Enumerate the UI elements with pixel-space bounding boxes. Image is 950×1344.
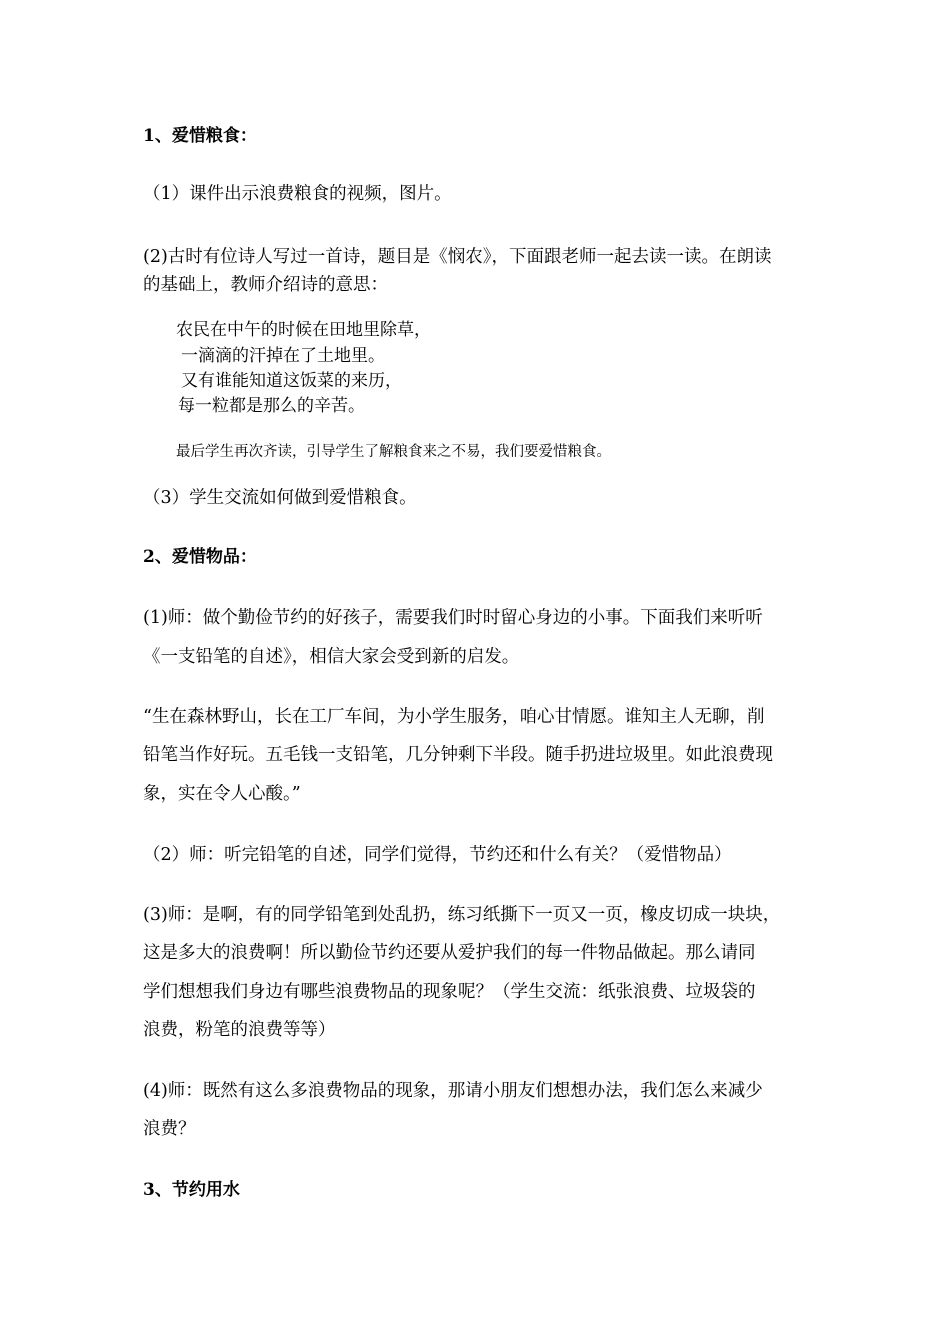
section-2-item-3-line-1: (3)师：是啊，有的同学铅笔到处乱扔，练习纸撕下一页又一页，橡皮切成一块块， [143,905,781,925]
section-2-item-1-line-2: 《一支铅笔的自述》，相信大家会受到新的启发。 [143,647,520,667]
section-1-item-2-line-1: (2)古时有位诗人写过一首诗，题目是《悯农》，下面跟老师一起去读一读。在朗读 [143,247,772,267]
section-2-item-4-line-1: (4)师：既然有这么多浪费物品的现象，那请小朋友们想想办法，我们怎么来减少 [143,1081,763,1101]
section-2-item-1-line-1: (1)师：做个勤俭节约的好孩子，需要我们时时留心身边的小事。下面我们来听听 [143,608,763,628]
section-2-item-3-line-3: 学们想想我们身边有哪些浪费物品的现象呢？（学生交流：纸张浪费、垃圾袋的 [143,982,756,1002]
pencil-quote-line-3: 象，实在令人心酸。” [143,784,301,804]
section-2-heading: 2、爱惜物品： [143,547,257,567]
section-2-item-2: （2）师：听完铅笔的自述，同学们觉得，节约还和什么有关？（爱惜物品） [143,845,732,865]
poem-line-1: 农民在中午的时候在田地里除草， [176,320,431,340]
poem-line-2: 一滴滴的汗掉在了土地里。 [181,346,385,366]
section-2-item-3-line-4: 浪费，粉笔的浪费等等） [143,1020,336,1040]
section-1-item-3: （3）学生交流如何做到爱惜粮食。 [143,488,417,508]
section-3-heading: 3、节约用水 [143,1180,240,1200]
pencil-quote-line-1: “生在森林野山，长在工厂车间，为小学生服务，咱心甘情愿。谁知主人无聊，削 [143,707,765,727]
section-1-heading: 1、爱惜粮食： [143,126,257,146]
section-2-item-4-line-2: 浪费？ [143,1119,196,1139]
section-1-item-2-line-2: 的基础上，教师介绍诗的意思： [143,275,388,295]
poem-line-3: 又有谁能知道这饭菜的来历， [181,371,402,391]
pencil-quote-line-2: 铅笔当作好玩。五毛钱一支铅笔，几分钟剩下半段。随手扔进垃圾里。如此浪费现 [143,745,773,765]
section-2-item-3-line-2: 这是多大的浪费啊！所以勤俭节约还要从爱护我们的每一件物品做起。那么请同 [143,943,756,963]
section-1-note: 最后学生再次齐读，引导学生了解粮食来之不易，我们要爱惜粮食。 [176,444,611,460]
poem-line-4: 每一粒都是那么的辛苦。 [178,396,365,416]
section-1-item-1: （1）课件出示浪费粮食的视频，图片。 [143,184,452,204]
